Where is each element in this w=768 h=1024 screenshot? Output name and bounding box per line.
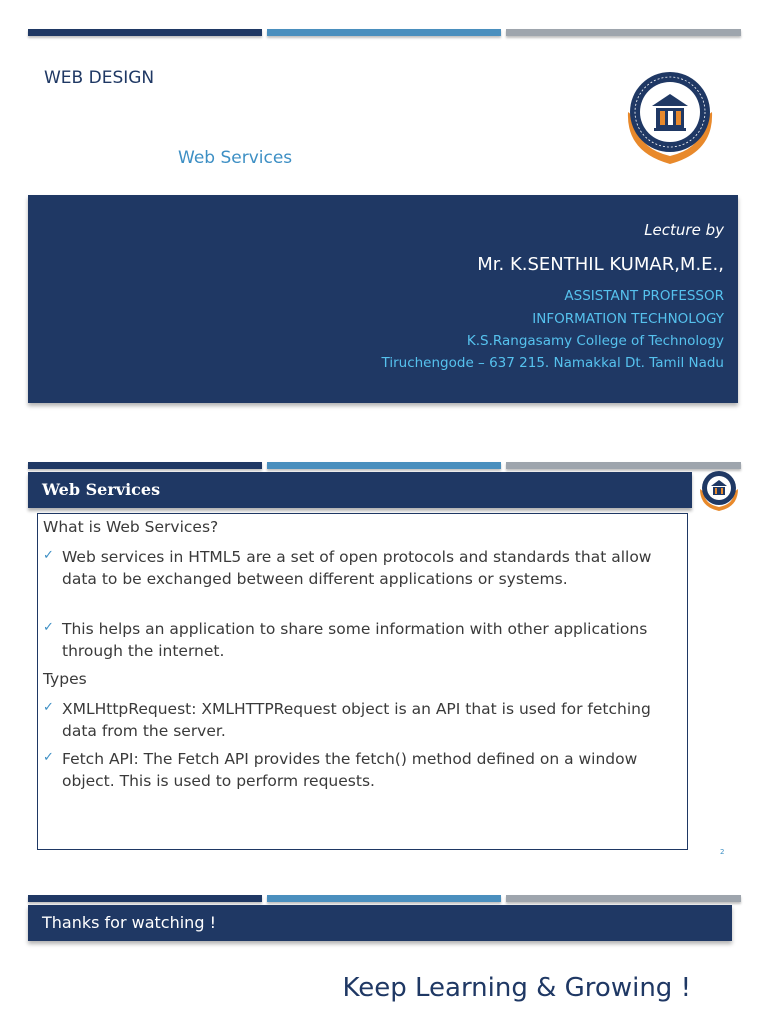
checkmark-icon: ✓	[43, 750, 54, 765]
bar-blue	[267, 462, 501, 469]
decorative-top-bars	[28, 29, 741, 36]
list-item: ✓ This helps an application to share some information with other applications through the internet.	[43, 619, 683, 662]
lecturer-department: INFORMATION TECHNOLOGY	[532, 311, 724, 327]
lecturer-designation: ASSISTANT PROFESSOR	[564, 288, 724, 304]
bar-blue	[267, 29, 501, 36]
page-number: 2	[720, 848, 725, 856]
checkmark-icon: ✓	[43, 620, 54, 635]
bar-grey	[506, 462, 741, 469]
bar-navy	[28, 29, 262, 36]
checkmark-icon: ✓	[43, 700, 54, 715]
decorative-slide2-bars	[28, 462, 741, 469]
college-logo-icon	[618, 66, 722, 170]
checkmark-icon: ✓	[43, 548, 54, 563]
course-title: WEB DESIGN	[44, 68, 155, 88]
bar-navy	[28, 462, 262, 469]
list-item: ✓ Web services in HTML5 are a set of open protocols and standards that allow data to be exchanged between different applications or systems.	[43, 547, 683, 590]
lecture-by-label: Lecture by	[644, 221, 724, 239]
content-box	[37, 513, 688, 850]
slide-header	[28, 472, 692, 508]
slide-subtitle: Web Services	[178, 148, 293, 168]
bar-grey	[506, 895, 741, 902]
list-item: ✓ Fetch API: The Fetch API provides the fetch() method defined on a window object. This is used to perform requests.	[43, 749, 683, 792]
list-item: ✓ XMLHttpRequest: XMLHTTPRequest object is an API that is used for fetching data from the server.	[43, 699, 683, 742]
thanks-banner	[28, 905, 732, 941]
lecturer-info-panel	[28, 195, 738, 403]
college-name: K.S.Rangasamy College of Technology	[466, 333, 724, 349]
closing-message: Keep Learning & Growing !	[342, 973, 691, 1003]
thanks-text: Thanks for watching !	[42, 913, 216, 932]
bar-navy	[28, 895, 262, 902]
question-heading: What is Web Services?	[43, 518, 219, 536]
types-heading: Types	[43, 670, 87, 688]
lecturer-name: Mr. K.SENTHIL KUMAR,M.E.,	[477, 254, 724, 275]
bar-grey	[506, 29, 741, 36]
college-address: Tiruchengode – 637 215. Namakkal Dt. Tamil Nadu	[381, 355, 724, 371]
college-logo-small-icon	[697, 469, 741, 513]
decorative-slide3-bars	[28, 895, 741, 902]
bar-blue	[267, 895, 501, 902]
slide-header-title: Web Services	[42, 480, 161, 499]
